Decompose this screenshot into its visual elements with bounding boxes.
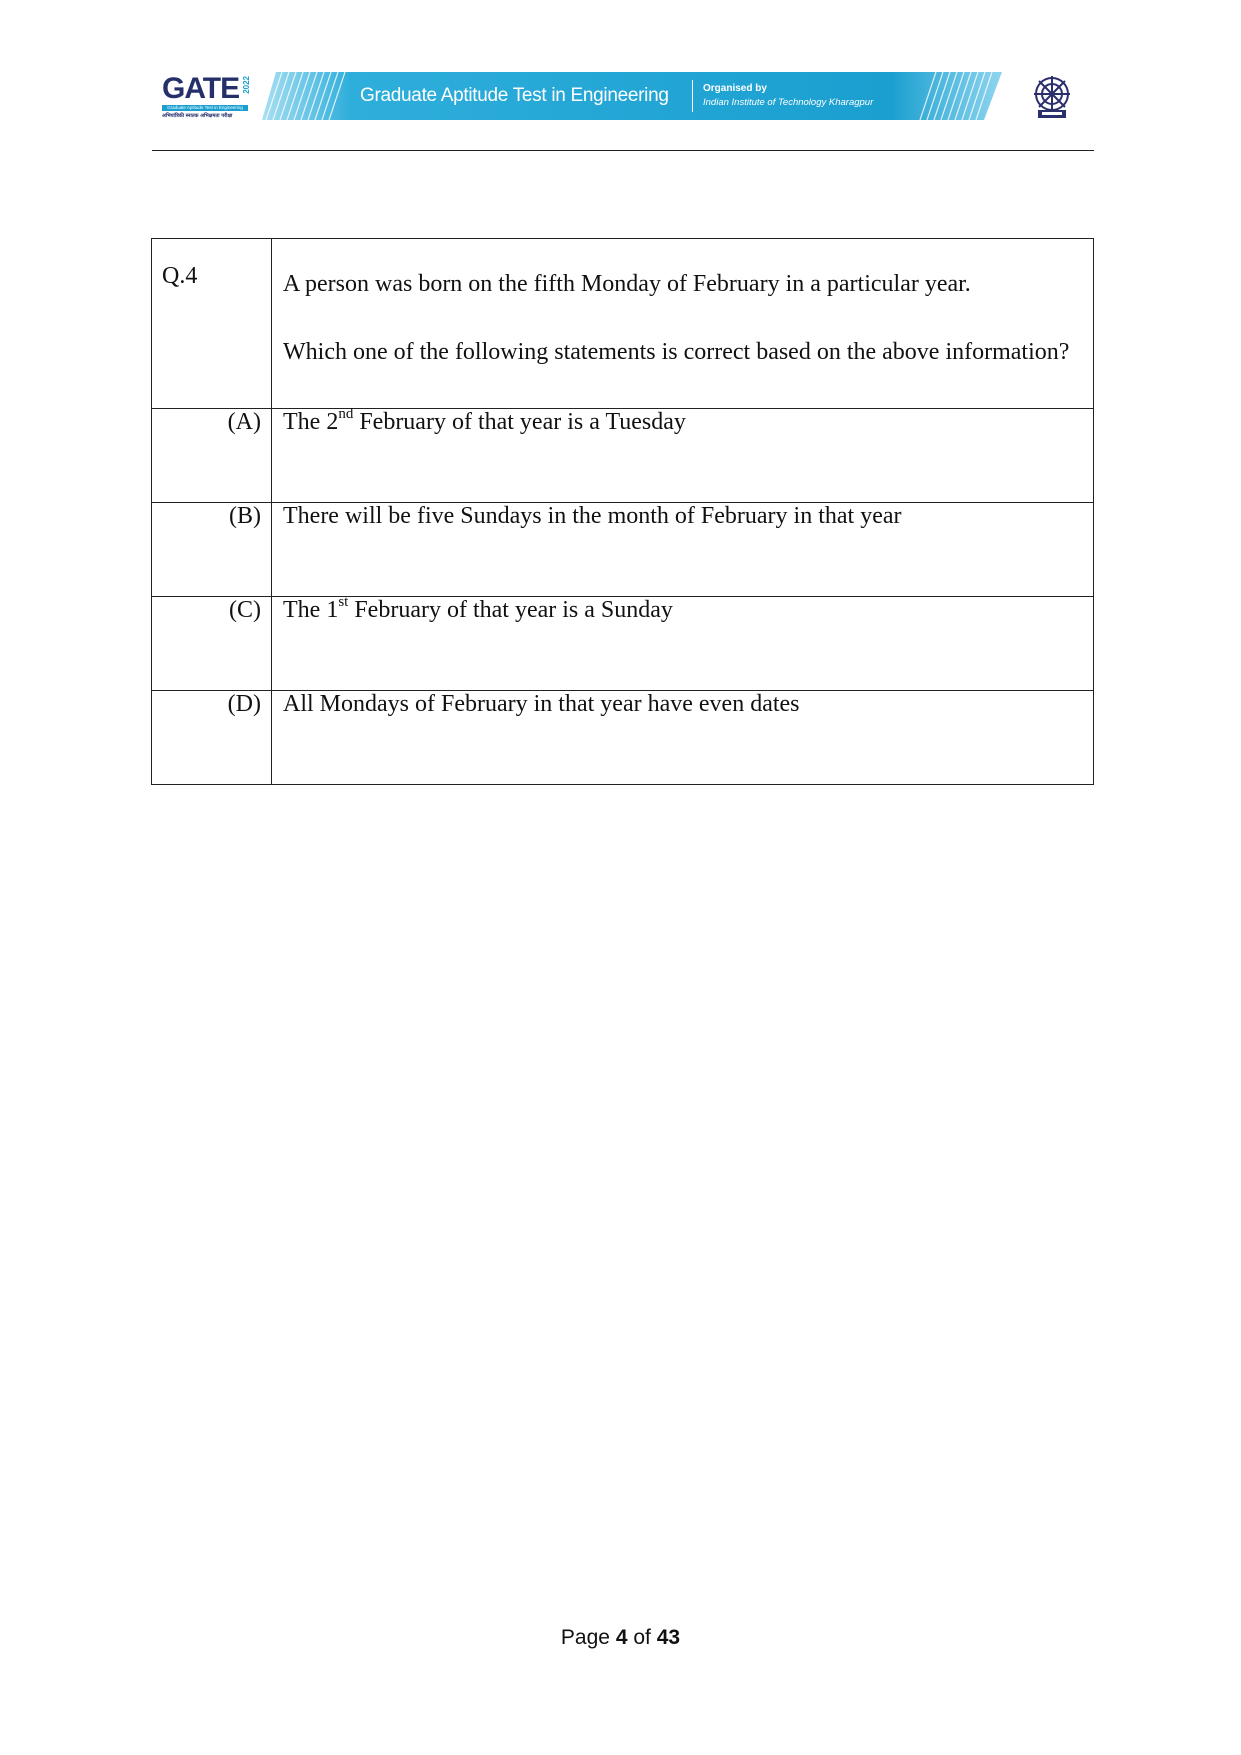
current-page-number: 4	[615, 1626, 628, 1649]
option-row-a	[152, 409, 1094, 503]
ordinal-suffix: st	[338, 594, 349, 610]
option-label: (B)	[152, 503, 272, 597]
organised-by-label: Organised by	[703, 83, 767, 94]
organiser-name: Indian Institute of Technology Kharagpur	[703, 97, 874, 108]
option-row-b	[152, 503, 1094, 597]
option-label: (C)	[152, 597, 272, 691]
header-banner	[262, 72, 1002, 120]
question-stem	[272, 239, 1094, 409]
option-text	[272, 406, 1094, 503]
question-table	[151, 238, 1094, 785]
question-stem-line1: A person was born on the fifth Monday of February in a particular year.	[283, 271, 971, 297]
gate-logo	[162, 74, 252, 124]
ordinal-suffix: nd	[338, 406, 354, 422]
banner-divider	[692, 80, 693, 112]
banner-title: Graduate Aptitude Test in Engineering	[360, 85, 669, 106]
question-row	[152, 239, 1094, 409]
option-text-pre: The 1	[283, 597, 339, 623]
option-text: All Mondays of February in that year have even dates	[272, 691, 1094, 785]
gate-logo-year: 2022	[242, 76, 251, 94]
option-text	[272, 594, 1094, 691]
gate-logo-subtitle: Graduate Aptitude Test in Engineering	[162, 105, 248, 111]
gate-logo-word: GATE	[162, 72, 240, 105]
header-rule	[152, 150, 1094, 151]
iit-kharagpur-emblem-icon	[1030, 74, 1074, 122]
of-word: of	[633, 1626, 651, 1649]
page-word: Page	[560, 1626, 610, 1649]
question-number: Q.4	[152, 239, 272, 409]
page-header	[152, 70, 1094, 128]
option-row-d	[152, 691, 1094, 785]
option-label: (D)	[152, 691, 272, 785]
option-text-post: February of that year is a Tuesday	[353, 409, 686, 435]
gate-logo-hindi: अभियांत्रिकी स्नातक अभिक्षमता परीक्षा	[162, 113, 233, 119]
page-footer	[0, 1626, 1241, 1650]
option-text: There will be five Sundays in the month of February in that year	[272, 503, 1094, 597]
option-text-pre: The 2	[283, 409, 339, 435]
total-pages: 43	[656, 1626, 681, 1649]
question-stem-line2: Which one of the following statements is correct based on the above information?	[283, 339, 1070, 365]
option-row-c	[152, 597, 1094, 691]
option-label: (A)	[152, 409, 272, 503]
option-text-post: February of that year is a Sunday	[348, 597, 673, 623]
